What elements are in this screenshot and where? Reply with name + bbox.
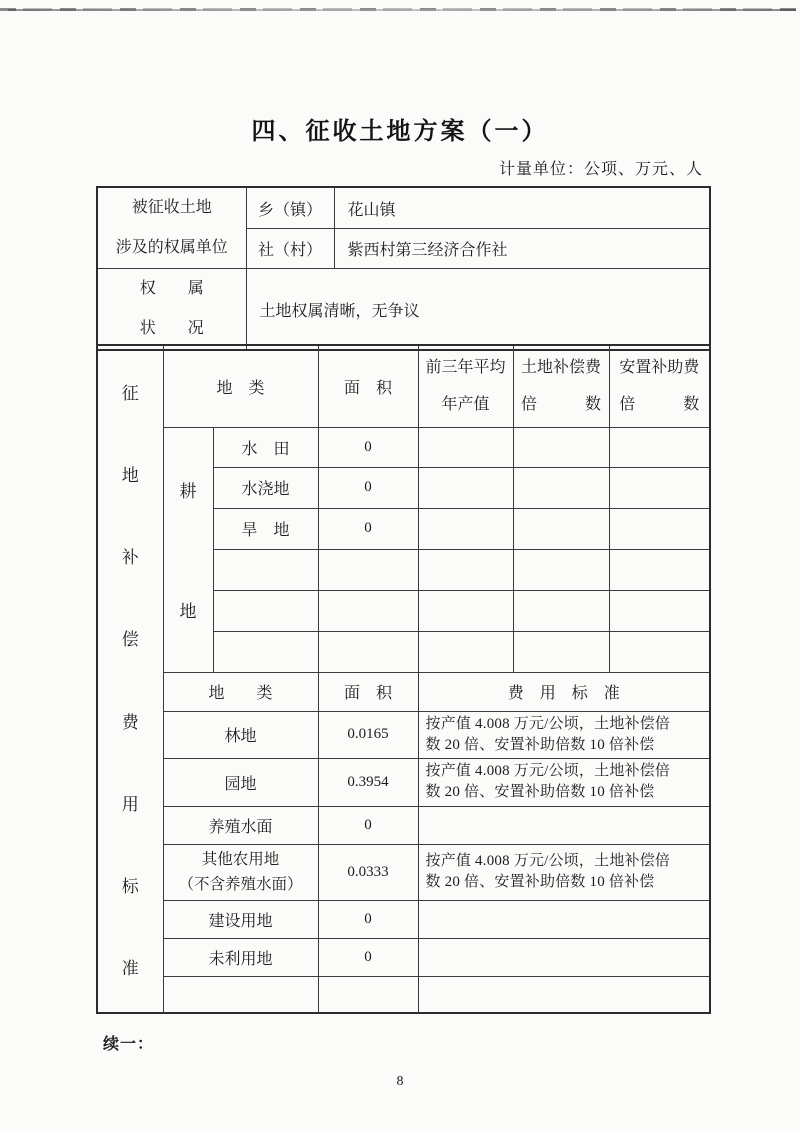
table-row [97,938,710,976]
table-row [97,427,710,467]
area-value-cell [318,549,418,590]
land-type-cell [213,549,318,590]
resettlement-multiple-value-cell [609,508,710,549]
header-avg-output-cell [418,345,513,427]
area-value-cell: 0 [318,508,418,549]
ownership-status-label-cell [97,269,246,351]
fee-standard-cell [418,900,710,938]
land-type-cell: 水浇地 [213,467,318,508]
land-type-line1: 其他农用地 [201,851,280,868]
header-land-comp-line1: 土地补偿费 [520,359,601,377]
ownership-table [96,186,711,351]
table-row [97,187,710,229]
side-label-cell [97,345,163,1013]
subject-unit-label-line2: 涉及的权属单位 [115,239,228,256]
land-comp-multiple-value-cell [513,590,609,631]
ownership-status-value-cell: 土地权属清晰，无争议 [246,269,710,351]
compensation-table [96,344,711,1014]
header-avg-output-line2: 年产值 [441,396,490,414]
area-value-cell: 0.0165 [318,711,418,758]
area-value-cell [318,631,418,672]
table-row [97,976,710,1013]
avg-output-value-cell [418,467,513,508]
subject-unit-label-cell [97,187,246,269]
land-type-line2: （不含养殖水面） [178,876,303,893]
fee-standard-cell [418,844,710,900]
ownership-status-label-line2: 状 况 [139,320,204,337]
area-value-cell: 0.0333 [318,844,418,900]
resettlement-multiple-value-cell [609,590,710,631]
area-value-cell [318,590,418,631]
land-type-cell [163,976,318,1013]
fee-standard-line1: 按产值 4.008 万元/公顷，土地补偿倍 [425,715,671,732]
area-value-cell: 0 [318,427,418,467]
area-value-cell: 0 [318,806,418,844]
land-type-cell: 旱 地 [213,508,318,549]
header-land-comp-multiple-cell [513,345,609,427]
area-value-cell: 0.3954 [318,758,418,806]
side-label-vertical-text: 征 地 补 偿 费 用 标 准 [121,383,139,979]
fee-standard-cell [418,711,710,758]
township-value-cell: 花山镇 [334,187,710,229]
header-resettlement-line1: 安置补助费 [619,359,700,377]
avg-output-value-cell [418,427,513,467]
header-land-type-cell: 地 类 [163,345,318,427]
cultivated-land-group-cell [163,427,213,672]
land-comp-multiple-value-cell [513,467,609,508]
land-comp-multiple-value-cell [513,427,609,467]
resettlement-multiple-value-cell [609,631,710,672]
fee-standard-line2: 数 20 倍、安置补助倍数 10 倍补偿 [425,874,655,890]
land-type-cell: 园地 [163,758,318,806]
land-type-cell: 林地 [163,711,318,758]
avg-output-value-cell [418,508,513,549]
scan-artifact-line-2 [8,9,796,11]
fee-standard-line2: 数 20 倍、安置补助倍数 10 倍补偿 [425,736,655,753]
table-header-row [97,672,710,711]
land-type-cell: 水 田 [213,427,318,467]
resettlement-multiple-value-cell [609,549,710,590]
fee-standard-line2: 数 20 倍、安置补助倍数 10 倍补偿 [425,784,655,800]
land-type-cell [213,631,318,672]
fee-standard-cell [418,806,710,844]
table-row [97,844,710,900]
area-value-cell: 0 [318,938,418,976]
table-row [97,900,710,938]
resettlement-multiple-value-cell [609,427,710,467]
area-value-cell: 0 [318,467,418,508]
header-land-comp-line2: 倍 数 [520,396,601,414]
avg-output-value-cell [418,549,513,590]
table-row [97,711,710,758]
ownership-status-label-line1: 权 属 [139,280,204,297]
land-comp-multiple-value-cell [513,631,609,672]
land-comp-multiple-value-cell [513,508,609,549]
land-type-cell: 建设用地 [163,900,318,938]
area-value-cell: 0 [318,900,418,938]
measurement-unit-note: 计量单位：公项、万元、人 [498,161,703,178]
land-type-cell: 未利用地 [163,938,318,976]
cultivated-land-group-label: 耕 地 [179,482,197,621]
lower-header-land-type-cell: 地 类 [163,672,318,711]
fee-standard-cell [418,976,710,1013]
header-area-cell: 面 积 [318,345,418,427]
township-label-cell: 乡（镇） [246,187,334,229]
land-type-cell: 养殖水面 [163,806,318,844]
fee-standard-line1: 按产值 4.008 万元/公顷，土地补偿倍 [425,853,671,869]
header-resettlement-line2: 倍 数 [619,396,700,414]
page-number: 8 [396,1074,404,1089]
subject-unit-label-line1: 被征收土地 [131,199,212,216]
fee-standard-line1: 按产值 4.008 万元/公顷，土地补偿倍 [425,763,671,779]
lower-header-area-cell: 面 积 [318,672,418,711]
continuation-note: 续一： [103,1036,155,1053]
resettlement-multiple-value-cell [609,467,710,508]
village-label-cell: 社（村） [246,229,334,269]
fee-standard-cell [418,938,710,976]
table-row [97,269,710,351]
header-resettlement-multiple-cell [609,345,710,427]
area-value-cell [318,976,418,1013]
header-avg-output-line1: 前三年平均 [425,359,506,377]
table-row [97,806,710,844]
table-header-row [97,345,710,427]
land-type-cell [163,844,318,900]
land-comp-multiple-value-cell [513,549,609,590]
page-title: 四、征收土地方案（一） [251,119,549,145]
village-value-cell: 紫西村第三经济合作社 [334,229,710,269]
avg-output-value-cell [418,631,513,672]
land-type-cell [213,590,318,631]
avg-output-value-cell [418,590,513,631]
fee-standard-cell [418,758,710,806]
table-row [97,758,710,806]
lower-header-fee-standard-cell: 费 用 标 准 [418,672,710,711]
